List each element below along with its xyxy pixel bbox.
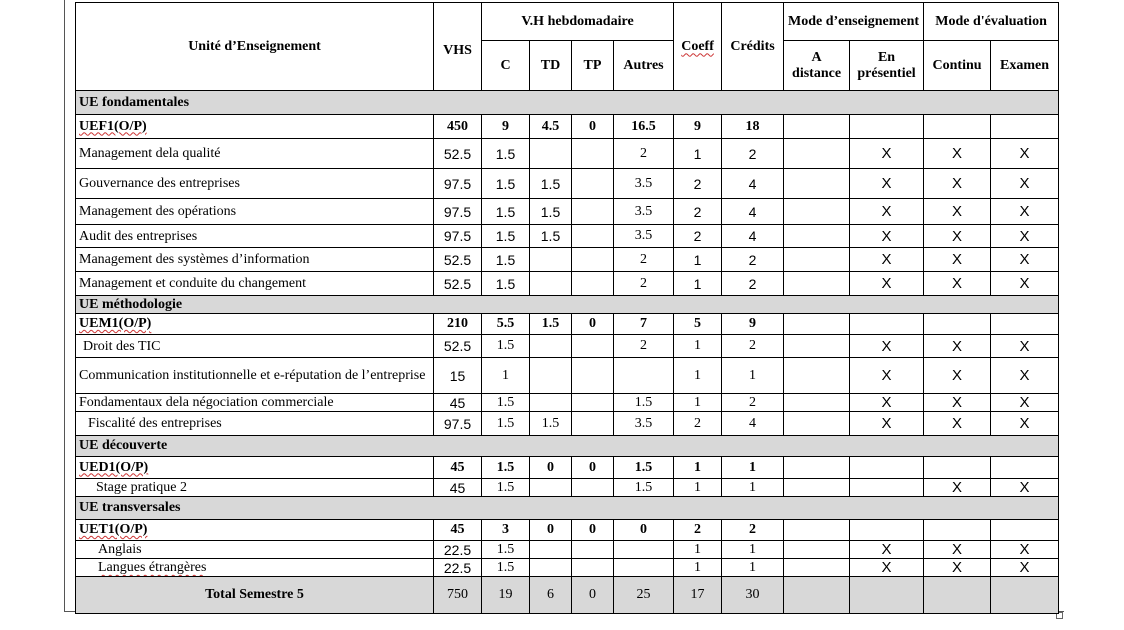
cell-coeff: 1: [674, 559, 722, 577]
header-mode-evaluation: Mode d'évaluation: [924, 3, 1059, 41]
cell-td: 1.5: [530, 314, 572, 335]
page-left-border: [64, 0, 65, 612]
cell-credits: 1: [722, 559, 784, 577]
cell-examen: [991, 457, 1059, 479]
course-name: Anglais: [76, 541, 434, 559]
cell-presentiel: [850, 115, 924, 139]
header-examen: Examen: [991, 41, 1059, 91]
cell-credits: 2: [722, 335, 784, 358]
cell-presentiel: X: [850, 169, 924, 199]
cell-td: 1.5: [530, 412, 572, 436]
header-td: TD: [530, 41, 572, 91]
cell-a-distance: [784, 335, 850, 358]
cell-credits: 4: [722, 199, 784, 225]
cell-td: 0: [530, 457, 572, 479]
cell-a-distance: [784, 358, 850, 394]
total-label: Total Semestre 5: [76, 577, 434, 614]
cell-a-distance: [784, 394, 850, 412]
cell-autres: 1.5: [614, 394, 674, 412]
cell-vhs: 45: [434, 394, 482, 412]
cell-presentiel: X: [850, 199, 924, 225]
cell-examen: X: [991, 412, 1059, 436]
ue-summary-label: UET1(O/P): [76, 520, 434, 541]
total-row: [76, 577, 1059, 614]
cell-a-distance: [784, 248, 850, 272]
cell-continu: X: [924, 358, 991, 394]
cell-a-distance: [784, 225, 850, 248]
cell-a-distance: [784, 541, 850, 559]
header-vhs: VHS: [434, 3, 482, 91]
table-row: [76, 412, 1059, 436]
course-name: Management des opérations: [76, 199, 434, 225]
table-row: [76, 225, 1059, 248]
cell-coeff: 9: [674, 115, 722, 139]
course-name: Fondamentaux dela négociation commerciale: [76, 394, 434, 412]
cell-tp: 0: [572, 314, 614, 335]
cell-coeff: 2: [674, 412, 722, 436]
section-title: UE fondamentales: [76, 91, 1059, 115]
total-coeff: 17: [674, 577, 722, 614]
cell-credits: 2: [722, 394, 784, 412]
cell-autres: 3.5: [614, 169, 674, 199]
cell-examen: X: [991, 139, 1059, 169]
cell-tp: [572, 225, 614, 248]
header-credits: Crédits: [722, 3, 784, 91]
cell-c: 1: [482, 358, 530, 394]
total-c: 19: [482, 577, 530, 614]
cell-autres: 1.5: [614, 457, 674, 479]
cell-c: 1.5: [482, 225, 530, 248]
cell-autres: 3.5: [614, 199, 674, 225]
cell-c: 1.5: [482, 335, 530, 358]
total-continu: [924, 577, 991, 614]
cell-tp: [572, 412, 614, 436]
cell-autres: 3.5: [614, 412, 674, 436]
cell-presentiel: X: [850, 541, 924, 559]
cell-continu: X: [924, 169, 991, 199]
cell-vhs: 97.5: [434, 225, 482, 248]
cell-continu: X: [924, 479, 991, 497]
course-name: Gouvernance des entreprises: [76, 169, 434, 199]
cell-presentiel: X: [850, 358, 924, 394]
cell-autres: 2: [614, 248, 674, 272]
cell-td: [530, 559, 572, 577]
total-vhs: 750: [434, 577, 482, 614]
cell-td: 1.5: [530, 225, 572, 248]
cell-vhs: 22.5: [434, 559, 482, 577]
cell-a-distance: [784, 479, 850, 497]
cell-examen: [991, 520, 1059, 541]
cell-continu: X: [924, 272, 991, 296]
cell-tp: [572, 272, 614, 296]
cell-continu: X: [924, 412, 991, 436]
section-title: UE transversales: [76, 497, 1059, 520]
cell-examen: X: [991, 225, 1059, 248]
cell-c: 1.5: [482, 457, 530, 479]
cell-continu: X: [924, 559, 991, 577]
cell-autres: [614, 358, 674, 394]
cell-credits: 4: [722, 225, 784, 248]
cell-tp: [572, 248, 614, 272]
cell-coeff: 2: [674, 199, 722, 225]
cell-credits: 2: [722, 520, 784, 541]
total-td: 6: [530, 577, 572, 614]
cell-td: [530, 139, 572, 169]
course-name: Audit des entreprises: [76, 225, 434, 248]
cell-td: 0: [530, 520, 572, 541]
cell-td: 1.5: [530, 169, 572, 199]
cell-vhs: 52.5: [434, 335, 482, 358]
cell-a-distance: [784, 139, 850, 169]
cell-continu: X: [924, 248, 991, 272]
cell-td: 4.5: [530, 115, 572, 139]
cell-examen: [991, 314, 1059, 335]
cell-tp: [572, 335, 614, 358]
header-a-distance: A distance: [784, 41, 850, 91]
cell-autres: 1.5: [614, 479, 674, 497]
header-c: C: [482, 41, 530, 91]
cell-credits: 4: [722, 169, 784, 199]
cell-continu: X: [924, 139, 991, 169]
table-row: [76, 139, 1059, 169]
cell-vhs: 450: [434, 115, 482, 139]
cell-examen: [991, 115, 1059, 139]
cell-a-distance: [784, 169, 850, 199]
cell-examen: X: [991, 479, 1059, 497]
cell-continu: X: [924, 394, 991, 412]
header-mode-enseignement: Mode d’enseignement: [784, 3, 924, 41]
cell-a-distance: [784, 272, 850, 296]
cell-c: 1.5: [482, 272, 530, 296]
cell-presentiel: X: [850, 272, 924, 296]
cell-autres: 3.5: [614, 225, 674, 248]
cell-examen: X: [991, 199, 1059, 225]
cell-vhs: 210: [434, 314, 482, 335]
table-row: [76, 358, 1059, 394]
table-row: [76, 199, 1059, 225]
cell-presentiel: [850, 457, 924, 479]
cell-td: [530, 272, 572, 296]
cell-continu: [924, 314, 991, 335]
cell-coeff: 1: [674, 139, 722, 169]
course-name: Management des systèmes d’information: [76, 248, 434, 272]
cell-coeff: 1: [674, 479, 722, 497]
cell-coeff: 2: [674, 520, 722, 541]
cell-autres: 2: [614, 335, 674, 358]
cell-c: 1.5: [482, 169, 530, 199]
total-a-distance: [784, 577, 850, 614]
cell-c: 1.5: [482, 541, 530, 559]
cell-c: 1.5: [482, 248, 530, 272]
cell-coeff: 1: [674, 358, 722, 394]
cell-c: 5.5: [482, 314, 530, 335]
cell-credits: 1: [722, 358, 784, 394]
cell-a-distance: [784, 520, 850, 541]
ue-summary-label: UEF1(O/P): [76, 115, 434, 139]
cell-tp: [572, 541, 614, 559]
cell-continu: [924, 115, 991, 139]
cell-coeff: 1: [674, 541, 722, 559]
cell-examen: X: [991, 169, 1059, 199]
section-title: UE découverte: [76, 436, 1059, 457]
cell-c: 3: [482, 520, 530, 541]
table-row: [76, 559, 1059, 577]
cell-autres: 16.5: [614, 115, 674, 139]
cell-tp: [572, 559, 614, 577]
course-name: Management dela qualité: [76, 139, 434, 169]
cell-vhs: 15: [434, 358, 482, 394]
cell-credits: 1: [722, 541, 784, 559]
cell-a-distance: [784, 559, 850, 577]
cell-c: 1.5: [482, 394, 530, 412]
cell-presentiel: X: [850, 139, 924, 169]
cell-presentiel: [850, 479, 924, 497]
total-presentiel: [850, 577, 924, 614]
cell-presentiel: X: [850, 248, 924, 272]
cell-coeff: 1: [674, 394, 722, 412]
cell-examen: X: [991, 248, 1059, 272]
cell-c: 1.5: [482, 559, 530, 577]
cell-coeff: 1: [674, 335, 722, 358]
cell-continu: X: [924, 335, 991, 358]
cell-coeff: 1: [674, 248, 722, 272]
cell-examen: X: [991, 272, 1059, 296]
header-coeff: Coeff: [674, 3, 722, 91]
cell-credits: 9: [722, 314, 784, 335]
cell-coeff: 2: [674, 225, 722, 248]
cell-td: [530, 358, 572, 394]
cell-credits: 2: [722, 272, 784, 296]
cell-credits: 1: [722, 457, 784, 479]
cell-vhs: 52.5: [434, 272, 482, 296]
cell-presentiel: X: [850, 394, 924, 412]
cell-autres: 7: [614, 314, 674, 335]
cell-c: 1.5: [482, 479, 530, 497]
header-unite: Unité d’Enseignement: [76, 3, 434, 91]
cell-a-distance: [784, 199, 850, 225]
cell-td: 1.5: [530, 199, 572, 225]
table-row: [76, 335, 1059, 358]
cell-continu: X: [924, 199, 991, 225]
table-row: [76, 272, 1059, 296]
total-tp: 0: [572, 577, 614, 614]
cell-credits: 2: [722, 248, 784, 272]
cell-presentiel: X: [850, 225, 924, 248]
cell-coeff: 2: [674, 169, 722, 199]
cell-c: 1.5: [482, 199, 530, 225]
cell-vhs: 45: [434, 479, 482, 497]
table-row: [76, 169, 1059, 199]
cell-autres: [614, 541, 674, 559]
header-autres: Autres: [614, 41, 674, 91]
cell-examen: X: [991, 394, 1059, 412]
cell-examen: X: [991, 541, 1059, 559]
cell-tp: [572, 479, 614, 497]
cell-tp: [572, 394, 614, 412]
cell-coeff: 1: [674, 272, 722, 296]
total-examen: [991, 577, 1059, 614]
cell-a-distance: [784, 457, 850, 479]
cell-examen: X: [991, 559, 1059, 577]
header-en-presentiel: En présentiel: [850, 41, 924, 91]
semester-table: [75, 2, 1059, 614]
cell-continu: [924, 457, 991, 479]
cell-continu: X: [924, 225, 991, 248]
cell-tp: 0: [572, 520, 614, 541]
total-autres: 25: [614, 577, 674, 614]
header-tp: TP: [572, 41, 614, 91]
cell-vhs: 52.5: [434, 248, 482, 272]
table-row: [76, 248, 1059, 272]
cell-vhs: 52.5: [434, 139, 482, 169]
course-name: Stage pratique 2: [76, 479, 434, 497]
cell-autres: 2: [614, 139, 674, 169]
cell-vhs: 45: [434, 520, 482, 541]
cell-td: [530, 335, 572, 358]
cell-tp: [572, 358, 614, 394]
cell-vhs: 45: [434, 457, 482, 479]
cell-tp: [572, 139, 614, 169]
cell-presentiel: X: [850, 412, 924, 436]
course-name: Droit des TIC: [76, 335, 434, 358]
ue-summary-label: UED1(O/P): [76, 457, 434, 479]
cell-c: 1.5: [482, 412, 530, 436]
cell-td: [530, 248, 572, 272]
cell-vhs: 97.5: [434, 412, 482, 436]
table-row: [76, 541, 1059, 559]
cell-presentiel: X: [850, 559, 924, 577]
cell-examen: X: [991, 358, 1059, 394]
ue-summary-label: UEM1(O/P): [76, 314, 434, 335]
cell-vhs: 97.5: [434, 169, 482, 199]
cell-autres: 2: [614, 272, 674, 296]
cell-tp: [572, 199, 614, 225]
total-credits: 30: [722, 577, 784, 614]
cell-td: [530, 541, 572, 559]
cell-a-distance: [784, 412, 850, 436]
cell-credits: 4: [722, 412, 784, 436]
cell-a-distance: [784, 314, 850, 335]
cell-c: 9: [482, 115, 530, 139]
cell-presentiel: [850, 520, 924, 541]
cell-tp: 0: [572, 457, 614, 479]
table-row: [76, 479, 1059, 497]
cell-continu: [924, 520, 991, 541]
cell-td: [530, 394, 572, 412]
course-name: Management et conduite du changement: [76, 272, 434, 296]
cell-credits: 18: [722, 115, 784, 139]
cell-autres: [614, 559, 674, 577]
cell-examen: X: [991, 335, 1059, 358]
cell-presentiel: X: [850, 335, 924, 358]
cell-autres: 0: [614, 520, 674, 541]
cell-c: 1.5: [482, 139, 530, 169]
cell-a-distance: [784, 115, 850, 139]
cell-coeff: 1: [674, 457, 722, 479]
cell-td: [530, 479, 572, 497]
cell-coeff: 5: [674, 314, 722, 335]
cell-credits: 1: [722, 479, 784, 497]
table-body: [76, 91, 1059, 614]
table-row: [76, 394, 1059, 412]
cell-tp: 0: [572, 115, 614, 139]
course-name: Langues étrangères: [76, 559, 434, 577]
cell-presentiel: [850, 314, 924, 335]
course-name: Fiscalité des entreprises: [76, 412, 434, 436]
section-title: UE méthodologie: [76, 296, 1059, 314]
cell-vhs: 22.5: [434, 541, 482, 559]
header-continu: Continu: [924, 41, 991, 91]
cell-tp: [572, 169, 614, 199]
cell-credits: 2: [722, 139, 784, 169]
cell-vhs: 97.5: [434, 199, 482, 225]
cell-continu: X: [924, 541, 991, 559]
course-name: Communication institutionnelle et e-réputation de l’entreprise: [76, 358, 434, 394]
header-vh-hebdomadaire: V.H hebdomadaire: [482, 3, 674, 41]
